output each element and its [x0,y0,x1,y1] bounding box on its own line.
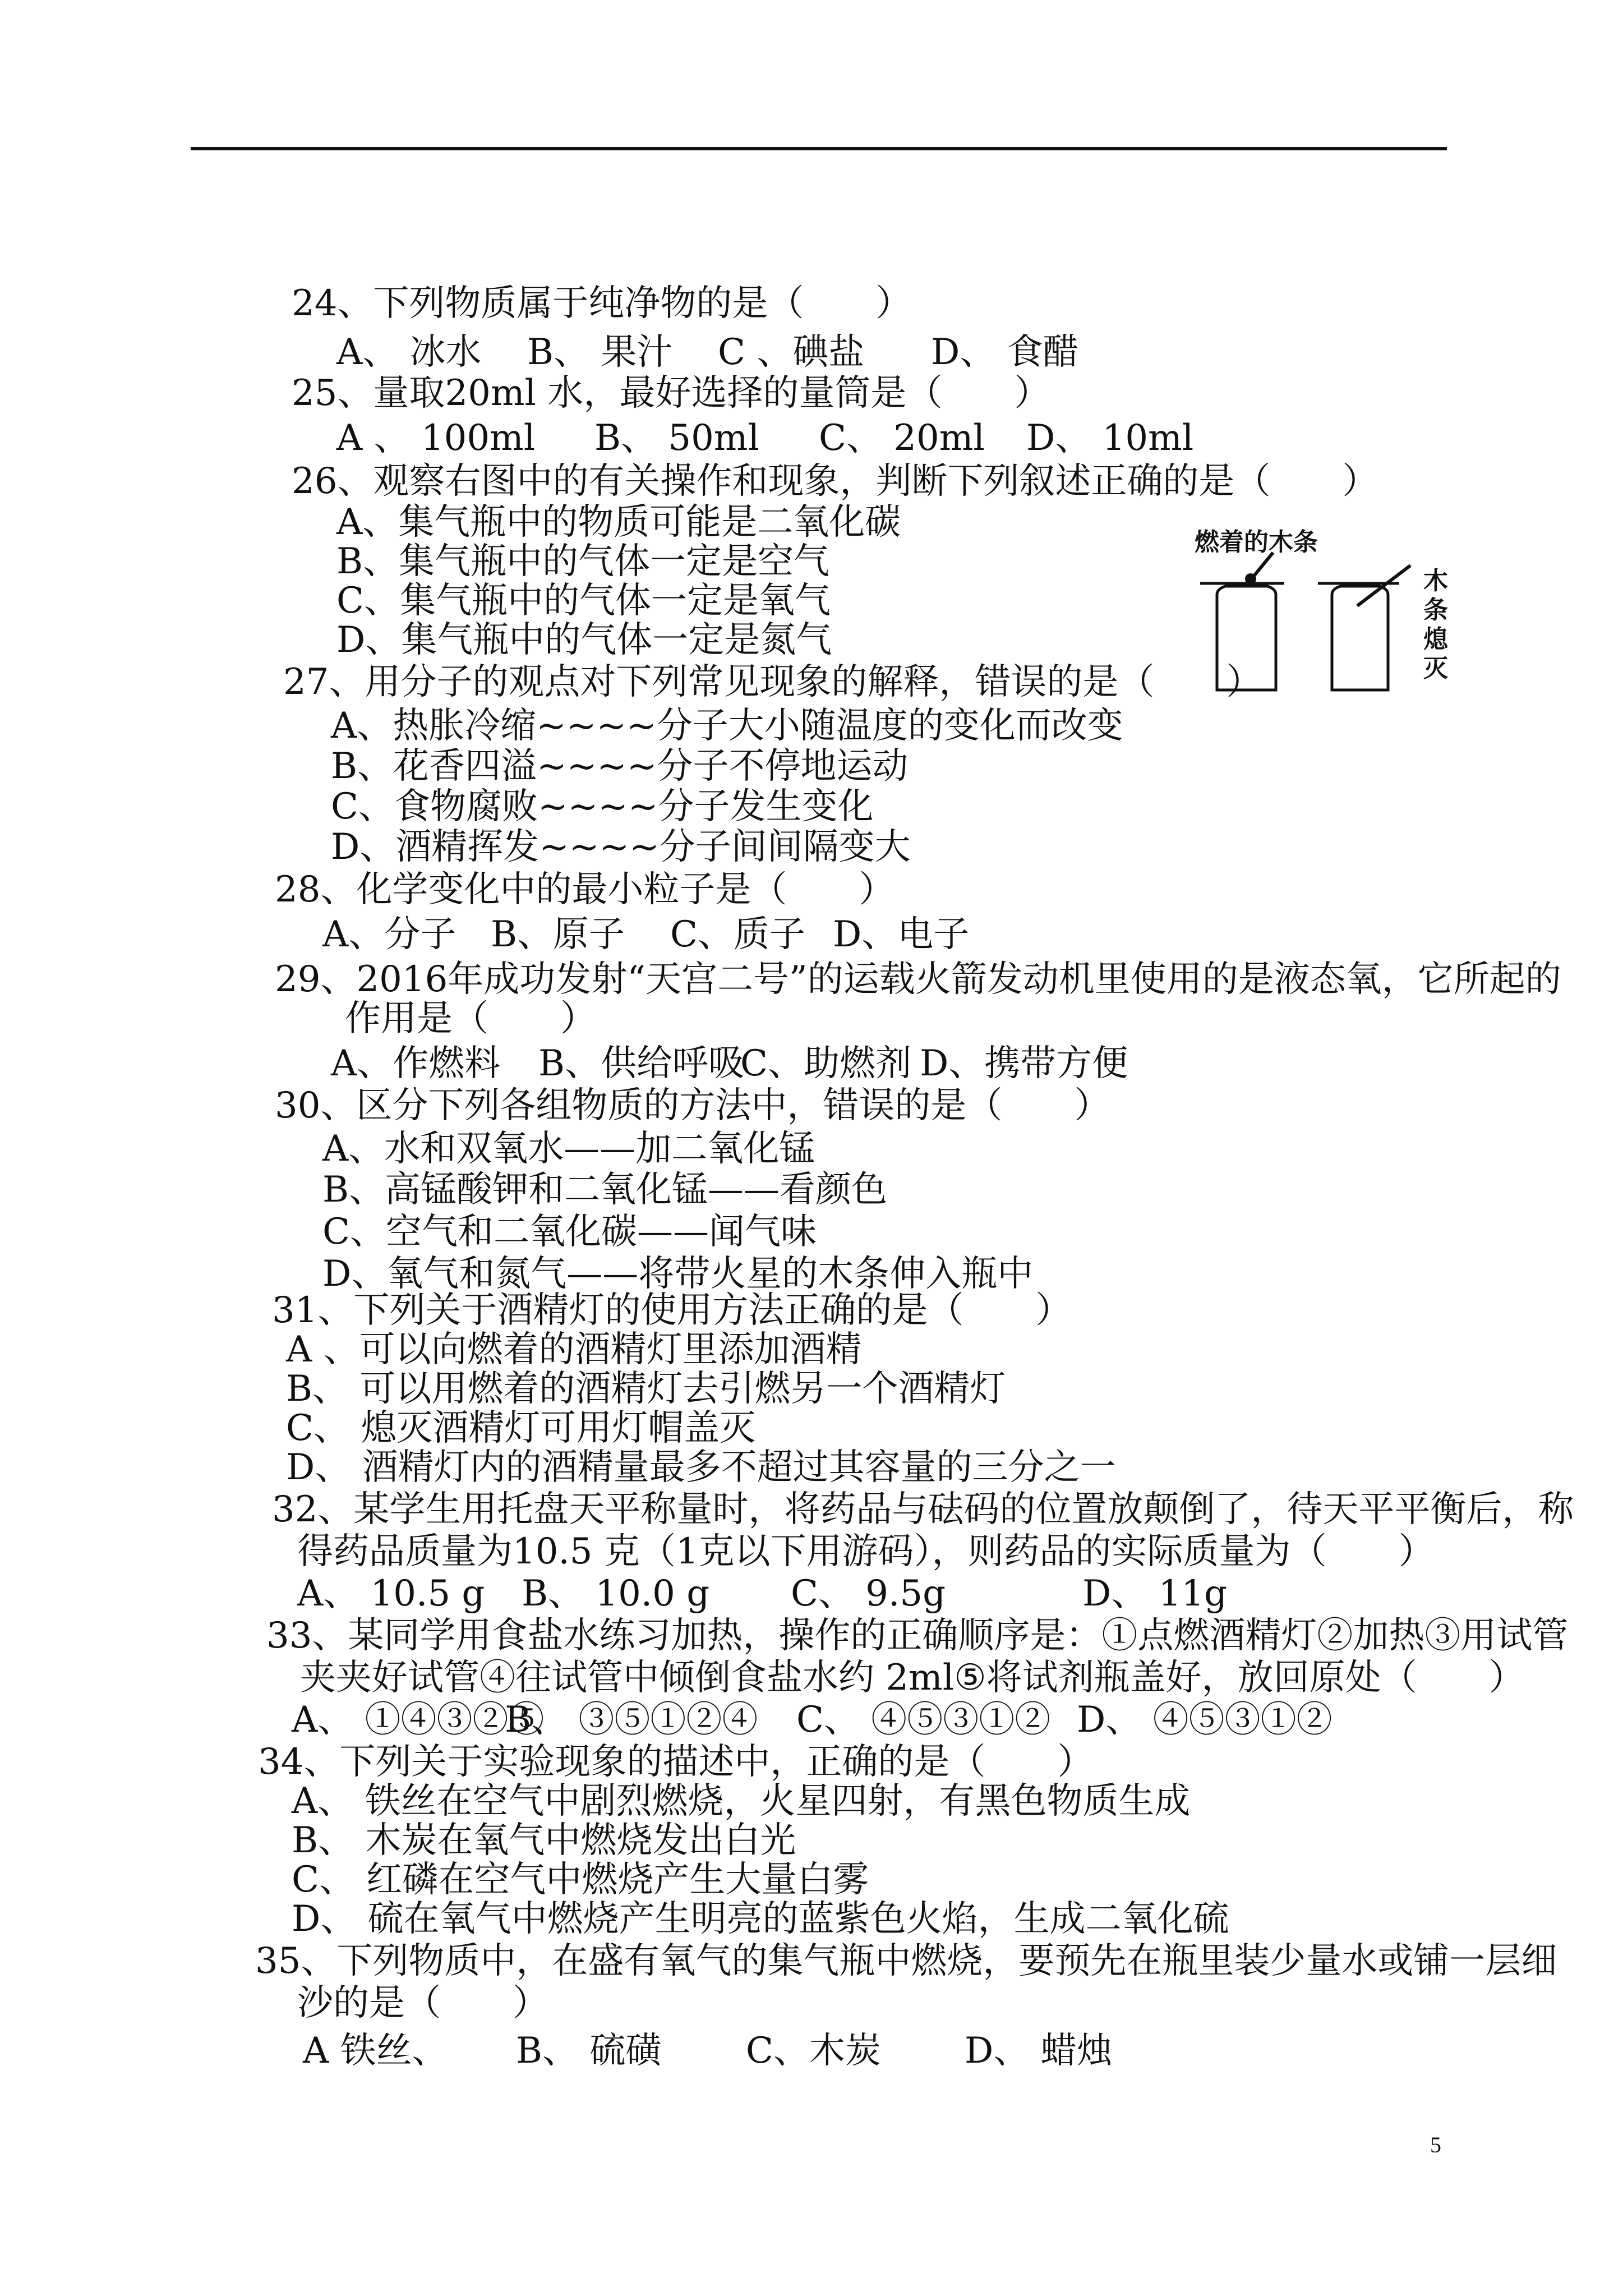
q26-option-a: A、集气瓶中的物质可能是二氧化碳 [336,501,901,543]
question-32-stem: 32、某学生用托盘天平称量时，将药品与砝码的位置放颠倒了，待天平平衡后，称 [272,1489,1574,1530]
q28-option-c: C、质子 [670,914,805,955]
header-rule [191,147,1447,150]
q24-option-d: D、 食醋 [931,332,1079,373]
q33-option-c: C、 ④⑤③①② [796,1699,1051,1741]
q35-option-d: D、 蜡烛 [965,2030,1113,2072]
q24-option-c: C 、碘盐 [718,332,865,373]
q29-option-b: B、供给呼吸 [538,1043,745,1084]
question-35-stem: 35、下列物质中，在盛有氧气的集气瓶中燃烧，要预先在瓶里装少量水或铺一层细 [255,1940,1557,1982]
question-28-stem: 28、化学变化中的最小粒子是（ ） [275,869,895,910]
q24-option-b: B、 果汁 [527,332,673,373]
q34-option-d: D、 硫在氧气中燃烧产生明亮的蓝紫色火焰，生成二氧化硫 [292,1898,1229,1940]
q32-option-c: C、 9.5g [791,1573,946,1614]
question-27-stem: 27、用分子的观点对下列常见现象的解释，错误的是（ ） [283,661,1262,703]
burning-stick-left [1245,553,1273,585]
q25-option-c: C、 20ml [819,417,985,459]
q29-option-a: A、作燃料 [331,1043,501,1084]
q27-option-c: C、食物腐败~~~~分子发生变化 [331,786,874,827]
q26-option-d: D、集气瓶中的气体一定是氮气 [336,619,832,661]
q34-option-a: A、 铁丝在空气中剧烈燃烧，火星四射，有黑色物质生成 [292,1780,1191,1822]
question-29-stem-cont: 作用是（ ） [345,998,596,1039]
q31-option-d: D、 酒精灯内的酒精量最多不超过其容量的三分之一 [286,1447,1116,1488]
q30-option-d: D、氧气和氮气——将带火星的木条伸入瓶中 [322,1253,1034,1295]
q25-option-d: D、 10ml [1026,417,1194,459]
question-30-stem: 30、区分下列各组物质的方法中，错误的是（ ） [275,1085,1110,1126]
q24-option-a: A、 冰水 [336,332,482,373]
q25-option-b: B、 50ml [594,417,759,459]
q31-option-b: B、 可以用燃着的酒精灯去引燃另一个酒精灯 [286,1368,1006,1410]
q30-option-c: C、空气和二氧化碳——闻气味 [322,1211,817,1253]
question-25-options [336,418,1234,458]
burning-stick-label: 燃着的木条 [1195,528,1318,556]
question-31-stem: 31、下列关于酒精灯的使用方法正确的是（ ） [272,1290,1072,1331]
q28-option-a: A、分子 [322,914,457,955]
q35-option-b: B、 硫磺 [516,2030,662,2072]
q29-option-c: C、助燃剂 [740,1043,911,1084]
question-35-stem-cont: 沙的是（ ） [297,1982,548,2024]
question-24-options [336,332,1122,372]
q25-option-a: A 、 100ml [336,417,536,459]
q33-option-a: A、 ①④③②⑤ [292,1699,545,1741]
q30-option-a: A、水和双氧水——加二氧化锰 [322,1128,815,1170]
question-32-options [297,1573,1251,1614]
q33-option-d: D、 ④⑤③①② [1077,1699,1332,1741]
question-33-stem-cont: 夹夹好试管④往试管中倾倒食盐水约 2ml⑤将试剂瓶盖好，放回原处（ ） [300,1657,1525,1699]
question-32-stem-cont: 得药品质量为10.5 克（1克以下用游码），则药品的实际质量为（ ） [297,1531,1435,1572]
question-33-options [292,1700,1357,1740]
q28-option-b: B、原子 [491,914,625,955]
question-35-options [303,2031,1200,2071]
q34-option-b: B、 木炭在氧气中燃烧发出白光 [292,1820,796,1861]
q33-option-b: B、 ③⑤①②④ [505,1699,758,1741]
question-33-stem: 33、某同学用食盐水练习加热，操作的正确顺序是：①点燃酒精灯②加热③用试管 [266,1615,1569,1657]
q27-option-b: B、花香四溢~~~~分子不停地运动 [331,746,909,787]
page-number: 5 [1430,2132,1441,2157]
q31-option-a: A 、可以向燃着的酒精灯里添加酒精 [286,1329,862,1370]
question-24-stem: 24、下列物质属于纯净物的是（ ） [292,283,912,324]
q32-option-b: B、 10.0 g [522,1573,710,1614]
q30-option-b: B、高锰酸钾和二氧化锰——看颜色 [322,1169,888,1211]
question-25-stem: 25、量取20ml 水，最好选择的量筒是（ ） [292,372,1050,414]
q28-option-d: D、电子 [833,914,970,955]
question-29-options [331,1043,1228,1084]
extinguished-label: 木条熄灭 [1423,567,1448,683]
q31-option-c: C、 熄灭酒精灯可用灯帽盖灭 [286,1407,756,1449]
q27-option-d: D、酒精挥发~~~~分子间间隔变大 [331,826,911,868]
q35-option-c: C、木炭 [746,2030,881,2072]
q26-option-c: C、集气瓶中的气体一定是氧气 [336,580,831,622]
question-34-stem: 34、下列关于实验现象的描述中，正确的是（ ） [258,1741,1094,1783]
question-29-stem: 29、2016年成功发射“天宫二号”的运载火箭发动机里使用的是液态氧，它所起的 [275,959,1561,1000]
q32-option-d: D、 11g [1082,1573,1228,1614]
q35-option-a: A 铁丝、 [303,2030,448,2072]
q32-option-a: A、 10.5 g [297,1573,485,1614]
q27-option-a: A、热胀冷缩~~~~分子大小随温度的变化而改变 [331,705,1123,747]
question-28-options [322,914,1052,955]
q26-option-b: B、集气瓶中的气体一定是空气 [336,541,830,582]
gas-jar-right [1318,583,1399,690]
question-26-stem: 26、观察右图中的有关操作和现象，判断下列叙述正确的是（ ） [292,461,1378,502]
q34-option-c: C、 红磷在空气中燃烧产生大量白雾 [292,1859,869,1901]
q29-option-d: D、携带方便 [920,1043,1128,1084]
